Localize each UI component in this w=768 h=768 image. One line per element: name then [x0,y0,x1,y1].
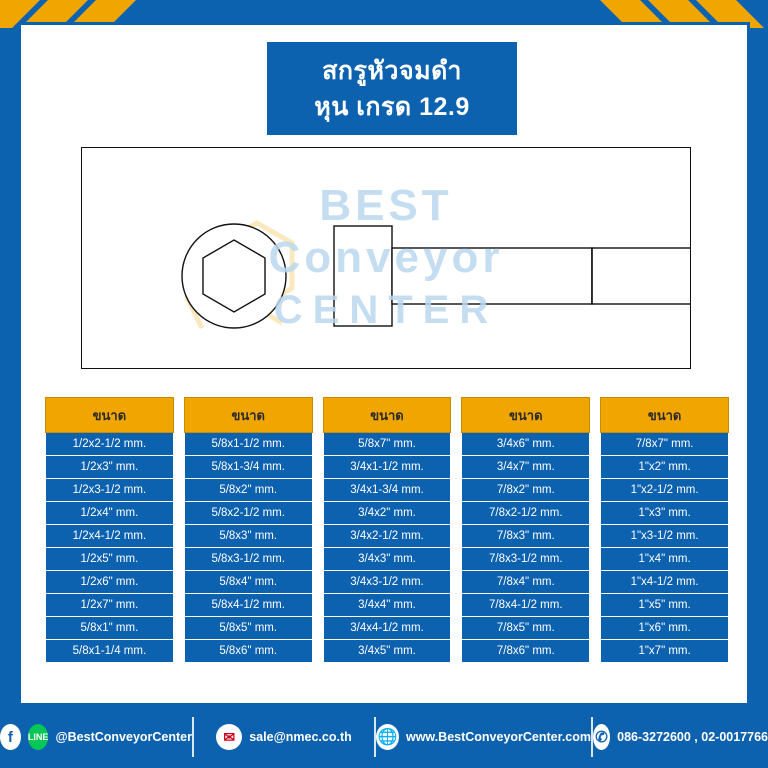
table-row: 1"x4" mm. [600,548,729,571]
table-row: 3/4x5" mm. [323,640,452,663]
table-row: 3/4x4-1/2 mm. [323,617,452,640]
website-url: www.BestConveyorCenter.com [405,730,591,744]
watermark-line-3: CENTER [273,288,499,332]
table-row: 1"x7" mm. [600,640,729,663]
table-row: 5/8x4" mm. [184,571,313,594]
contact-footer [0,706,768,768]
envelope-icon: ✉ [216,724,242,750]
size-table-1 [45,397,174,663]
table-row: 5/8x7" mm. [323,433,452,456]
content-card [18,22,750,706]
table-row: 1/2x4-1/2 mm. [45,525,174,548]
table-row: 1"x3" mm. [600,502,729,525]
table-header: ขนาด [184,397,313,433]
table-row: 5/8x4-1/2 mm. [184,594,313,617]
table-row: 3/4x2" mm. [323,502,452,525]
table-header: ขนาด [323,397,452,433]
table-row: 5/8x2-1/2 mm. [184,502,313,525]
table-row: 5/8x1-3/4 mm. [184,456,313,479]
size-table-5 [600,397,729,663]
size-tables [45,397,729,663]
phone-contact[interactable] [593,706,768,768]
facebook-icon: f [0,724,21,750]
table-row: 7/8x2" mm. [461,479,590,502]
table-row: 1/2x3-1/2 mm. [45,479,174,502]
table-row: 7/8x3-1/2 mm. [461,548,590,571]
table-row: 7/8x7" mm. [600,433,729,456]
table-header: ขนาด [600,397,729,433]
table-row: 1/2x3" mm. [45,456,174,479]
phone-icon: ✆ [593,724,610,750]
table-header: ขนาด [461,397,590,433]
size-table-3 [323,397,452,663]
table-row: 1/2x7" mm. [45,594,174,617]
table-row: 3/4x2-1/2 mm. [323,525,452,548]
table-row: 3/4x6" mm. [461,433,590,456]
watermark-line-1: BEST [319,181,453,230]
title-line-1: สกรูหัวจมดำ [322,56,462,85]
table-row: 3/4x1-1/2 mm. [323,456,452,479]
table-row: 5/8x5" mm. [184,617,313,640]
table-row: 7/8x3" mm. [461,525,590,548]
globe-icon: 🌐 [376,724,399,750]
table-row: 3/4x4" mm. [323,594,452,617]
table-row: 1/2x5" mm. [45,548,174,571]
table-row: 5/8x1-1/4 mm. [45,640,174,663]
size-table-4 [461,397,590,663]
table-row: 3/4x3-1/2 mm. [323,571,452,594]
phone-number: 086-3272600 , 02-0017766 [617,730,768,744]
table-row: 5/8x3-1/2 mm. [184,548,313,571]
socket-head-cap-screw-drawing [82,148,690,368]
table-row: 1/2x2-1/2 mm. [45,433,174,456]
title-line-2: หุน เกรด 12.9 [314,92,470,121]
table-row: 1"x2" mm. [600,456,729,479]
table-row: 5/8x3" mm. [184,525,313,548]
table-row: 7/8x4" mm. [461,571,590,594]
table-row: 1"x2-1/2 mm. [600,479,729,502]
table-row: 1"x4-1/2 mm. [600,571,729,594]
size-table-2 [184,397,313,663]
line-icon: LINE [28,724,49,750]
table-row: 5/8x2" mm. [184,479,313,502]
page-title [267,42,517,135]
table-row: 5/8x1-1/2 mm. [184,433,313,456]
table-row: 7/8x6" mm. [461,640,590,663]
table-row: 1/2x6" mm. [45,571,174,594]
table-header: ขนาด [45,397,174,433]
table-row: 3/4x1-3/4 mm. [323,479,452,502]
table-row: 3/4x3" mm. [323,548,452,571]
table-row: 1"x6" mm. [600,617,729,640]
table-row: 1"x5" mm. [600,594,729,617]
email-contact[interactable] [194,706,374,768]
facebook-handle: @BestConveyorCenter [55,730,192,744]
table-row: 7/8x4-1/2 mm. [461,594,590,617]
table-row: 5/8x6" mm. [184,640,313,663]
table-row: 1"x3-1/2 mm. [600,525,729,548]
table-row: 3/4x7" mm. [461,456,590,479]
product-image-frame [81,147,691,369]
table-row: 7/8x2-1/2 mm. [461,502,590,525]
watermark-line-2: Conveyor [268,233,504,282]
email-address: sale@nmec.co.th [249,730,352,744]
website-contact[interactable] [376,706,591,768]
table-row: 5/8x1" mm. [45,617,174,640]
table-row: 1/2x4" mm. [45,502,174,525]
table-row: 7/8x5" mm. [461,617,590,640]
facebook-contact[interactable] [0,706,192,768]
